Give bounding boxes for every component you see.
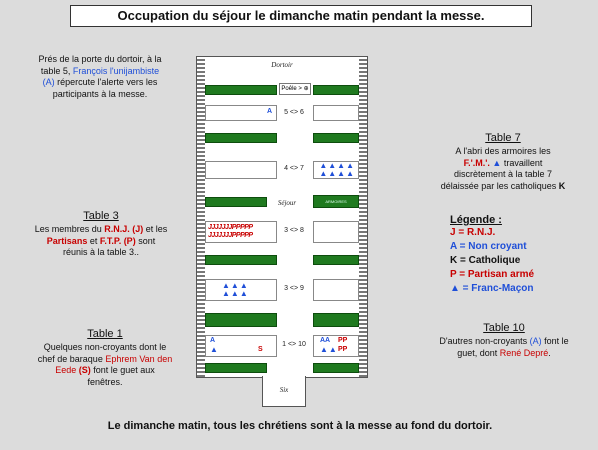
green-bench xyxy=(205,197,267,207)
note-line: délaissée par les catholiques K xyxy=(440,180,566,191)
table-7 xyxy=(313,161,359,179)
legend-item: J = R.N.J. xyxy=(450,227,496,238)
poele-stove: Poêle > ⊕ xyxy=(279,83,311,95)
table-marker: 3 <> 8 xyxy=(284,227,304,234)
franc-macon-triangle-icon: ▲ xyxy=(492,157,502,168)
franc-macon-triangle-icon: ▲ xyxy=(210,345,219,354)
note-table7 xyxy=(418,132,588,192)
table-9 xyxy=(313,279,359,301)
table-2 xyxy=(205,279,277,301)
note-line: D'autres non-croyants (A) font le xyxy=(439,336,569,346)
rnj-partisan-row: JJJJJJJPPPPP xyxy=(208,224,253,231)
legend-item: A = Non croyant xyxy=(450,241,527,252)
green-bench xyxy=(313,255,359,265)
note-line: (A) répercute l'alerte vers les xyxy=(42,77,158,87)
note-table1 xyxy=(20,328,190,388)
rnj-partisan-row: JJJJJJJPPPPP xyxy=(208,232,253,239)
legend-title: Légende : xyxy=(450,214,502,226)
table-4 xyxy=(205,161,277,179)
note-header: Table 7 xyxy=(485,132,521,144)
note-line: Les membres du R.N.J. (J) et les xyxy=(34,224,168,234)
marker-letters-pp: PP xyxy=(338,337,348,344)
note-line: discrètement à la table 7 xyxy=(453,169,553,179)
note-table10 xyxy=(415,322,593,359)
note-line: Eede (S) font le guet aux xyxy=(55,365,155,375)
green-bench xyxy=(205,85,277,95)
green-bench xyxy=(205,363,267,373)
table-1 xyxy=(205,335,277,357)
armoires: ARMOIRES xyxy=(313,195,359,208)
note-line: fenêtres. xyxy=(87,376,123,387)
franc-macon-triangles: ▲▲▲▲ ▲▲▲▲ xyxy=(319,161,355,178)
marker-letter-s: S xyxy=(258,346,263,353)
green-bench xyxy=(313,133,359,143)
table-10 xyxy=(313,335,359,357)
note-header: Table 10 xyxy=(483,322,525,334)
franc-macon-triangles: ▲▲▲ ▲▲▲ xyxy=(222,281,249,298)
note-header: Table 3 xyxy=(83,210,119,222)
green-bench xyxy=(313,363,359,373)
label-dortoir: Dortoir xyxy=(271,61,293,69)
green-bench xyxy=(313,313,359,327)
note-line: réunis à la table 3.. xyxy=(62,247,140,257)
table-3 xyxy=(205,221,277,243)
legend xyxy=(450,214,590,296)
note-top-left xyxy=(10,54,190,100)
franc-macon-triangle-icon: ▲▲ xyxy=(320,345,338,354)
marker-letters-aa: AA xyxy=(320,337,331,344)
green-bench xyxy=(205,313,277,327)
table-marker: 5 <> 6 xyxy=(284,109,304,116)
note-header: Table 1 xyxy=(87,328,123,340)
legend-item: K = Catholique xyxy=(450,255,521,266)
left-wall xyxy=(197,57,205,377)
green-bench xyxy=(205,133,277,143)
table-marker: 1 <> 10 xyxy=(282,341,306,348)
six-annex xyxy=(262,376,306,407)
page-title: Occupation du séjour le dimanche matin pendant la messe. xyxy=(70,5,532,27)
legend-item: ▲ = Franc-Maçon xyxy=(450,283,534,294)
floor-plan xyxy=(196,56,368,378)
table-6 xyxy=(313,105,359,121)
marker-letters-pp: PP xyxy=(338,346,348,353)
note-line: participants à la messe. xyxy=(52,88,148,99)
legend-items xyxy=(450,226,590,296)
legend-item: P = Partisan armé xyxy=(450,269,535,280)
label-six: Six xyxy=(279,386,289,394)
note-line: Quelques non-croyants dont le xyxy=(43,342,167,352)
green-bench xyxy=(313,85,359,95)
table-5 xyxy=(205,105,277,121)
marker-letter-a: A xyxy=(266,108,272,115)
green-bench xyxy=(205,255,277,265)
note-table3 xyxy=(12,210,190,259)
right-wall xyxy=(359,57,367,377)
note-line: F.'.M.'. ▲ travaillent xyxy=(463,157,543,168)
label-sejour: Séjour xyxy=(277,199,297,207)
note-line: Partisans et F.T.P. (P) sont xyxy=(46,235,156,246)
marker-letter-a: A xyxy=(210,337,216,344)
note-line: Prés de la porte du dortoir, à la xyxy=(38,54,162,64)
note-line: table 5, François l'unijambiste xyxy=(40,65,160,76)
footer-caption: Le dimanche matin, tous les chrétiens sont à la messe au fond du dortoir. xyxy=(107,420,493,432)
table-marker: 4 <> 7 xyxy=(284,165,304,172)
note-line: guet, dont René Depré. xyxy=(457,347,551,358)
note-line: chef de baraque Ephrem Van den xyxy=(37,353,173,364)
note-line: A l'abri des armoires les xyxy=(455,146,551,156)
table-8 xyxy=(313,221,359,243)
table-marker: 3 <> 9 xyxy=(284,285,304,292)
